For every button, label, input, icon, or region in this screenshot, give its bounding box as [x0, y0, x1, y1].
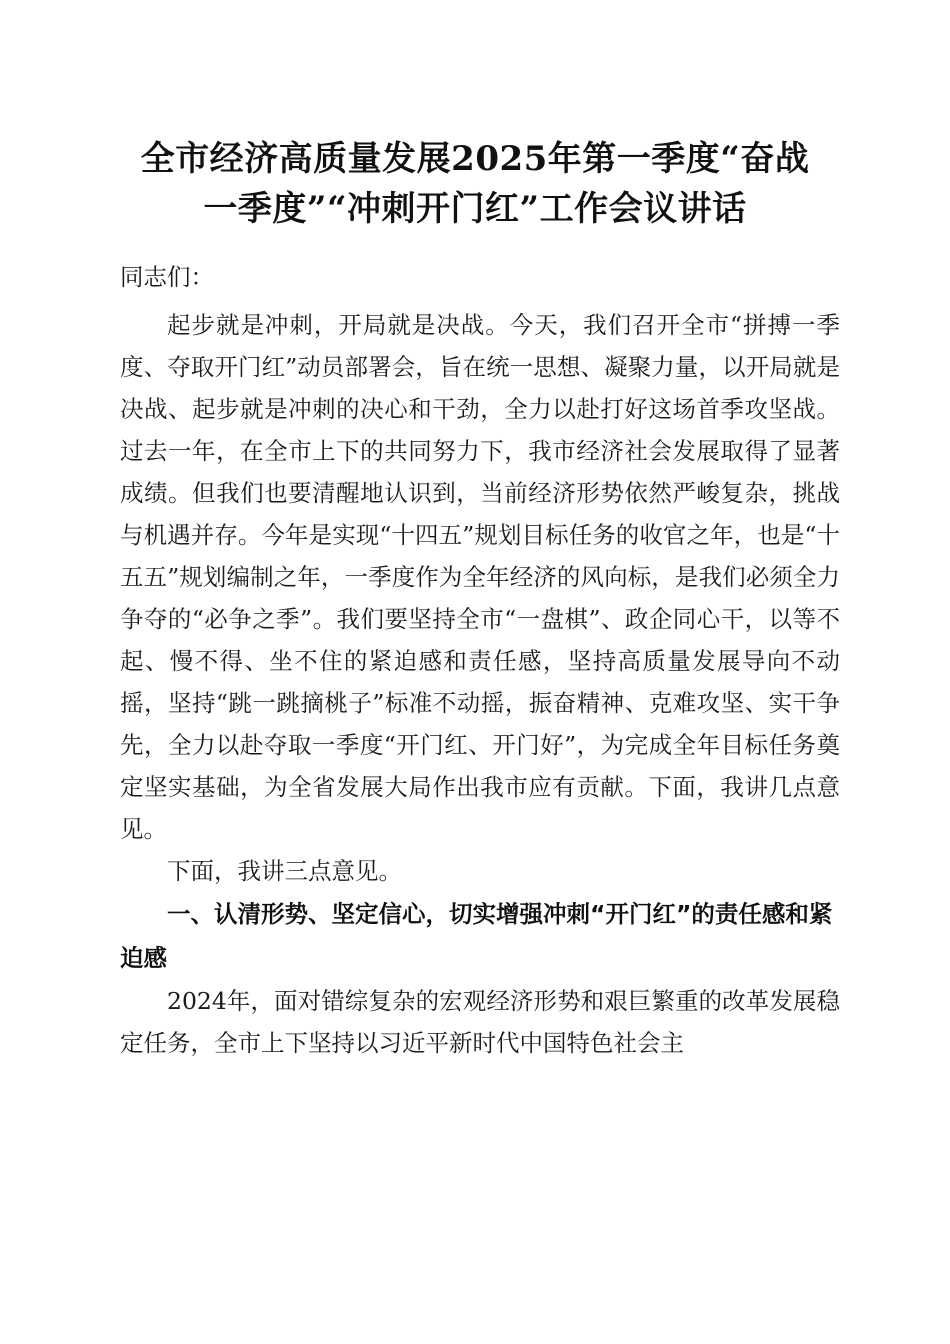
document-body [120, 256, 840, 1064]
outline-paragraph: 下面，我讲三点意见。 [167, 857, 402, 885]
salutation: 同志们： [120, 263, 214, 291]
title-line-1: 全市经济高质量发展2025年第一季度“奋战 [140, 139, 810, 179]
title-line-2: 一季度”“冲刺开门红”工作会议讲话 [203, 189, 747, 229]
section-heading-1: 一、认清形势、坚定信心，切实增强冲刺“开门红”的责任感和紧迫感 [120, 900, 833, 972]
section-1-paragraph: 2024年，面对错综复杂的宏观经济形势和艰巨繁重的改革发展稳定任务，全市上下坚持以习近平新时代中国特色社会主 [120, 987, 840, 1057]
document-title [110, 134, 840, 234]
opening-paragraph: 起步就是冲刺，开局就是决战。今天，我们召开全市“拼搏一季度、夺取开门红”动员部署会，旨在统一思想、凝聚力量，以开局就是决战、起步就是冲刺的决心和干劲，全力以赴打好这场首季攻坚战。过去一年，在全市上下的共同努力下，我市经济社会发展取得了显著成绩。但我们也要清醒地认识到，当前经济形势依然严峻复杂，挑战与机遇并存。今年是实现“十四五”规划目标任务的收官之年，也是“十五五”规划编制之年，一季度作为全年经济的风向标，是我们必须全力争夺的“必争之季”。我们要坚持全市“一盘棋”、政企同心干，以等不起、慢不得、坐不住的紧迫感和责任感，坚持高质量发展导向不动摇，坚持“跳一跳摘桃子”标准不动摇，振奋精神、克难攻坚、实干争先，全力以赴夺取一季度“开门红、开门好”，为完成全年目标任务奠定坚实基础，为全省发展大局作出我市应有贡献。下面，我讲几点意见。 [120, 311, 840, 843]
